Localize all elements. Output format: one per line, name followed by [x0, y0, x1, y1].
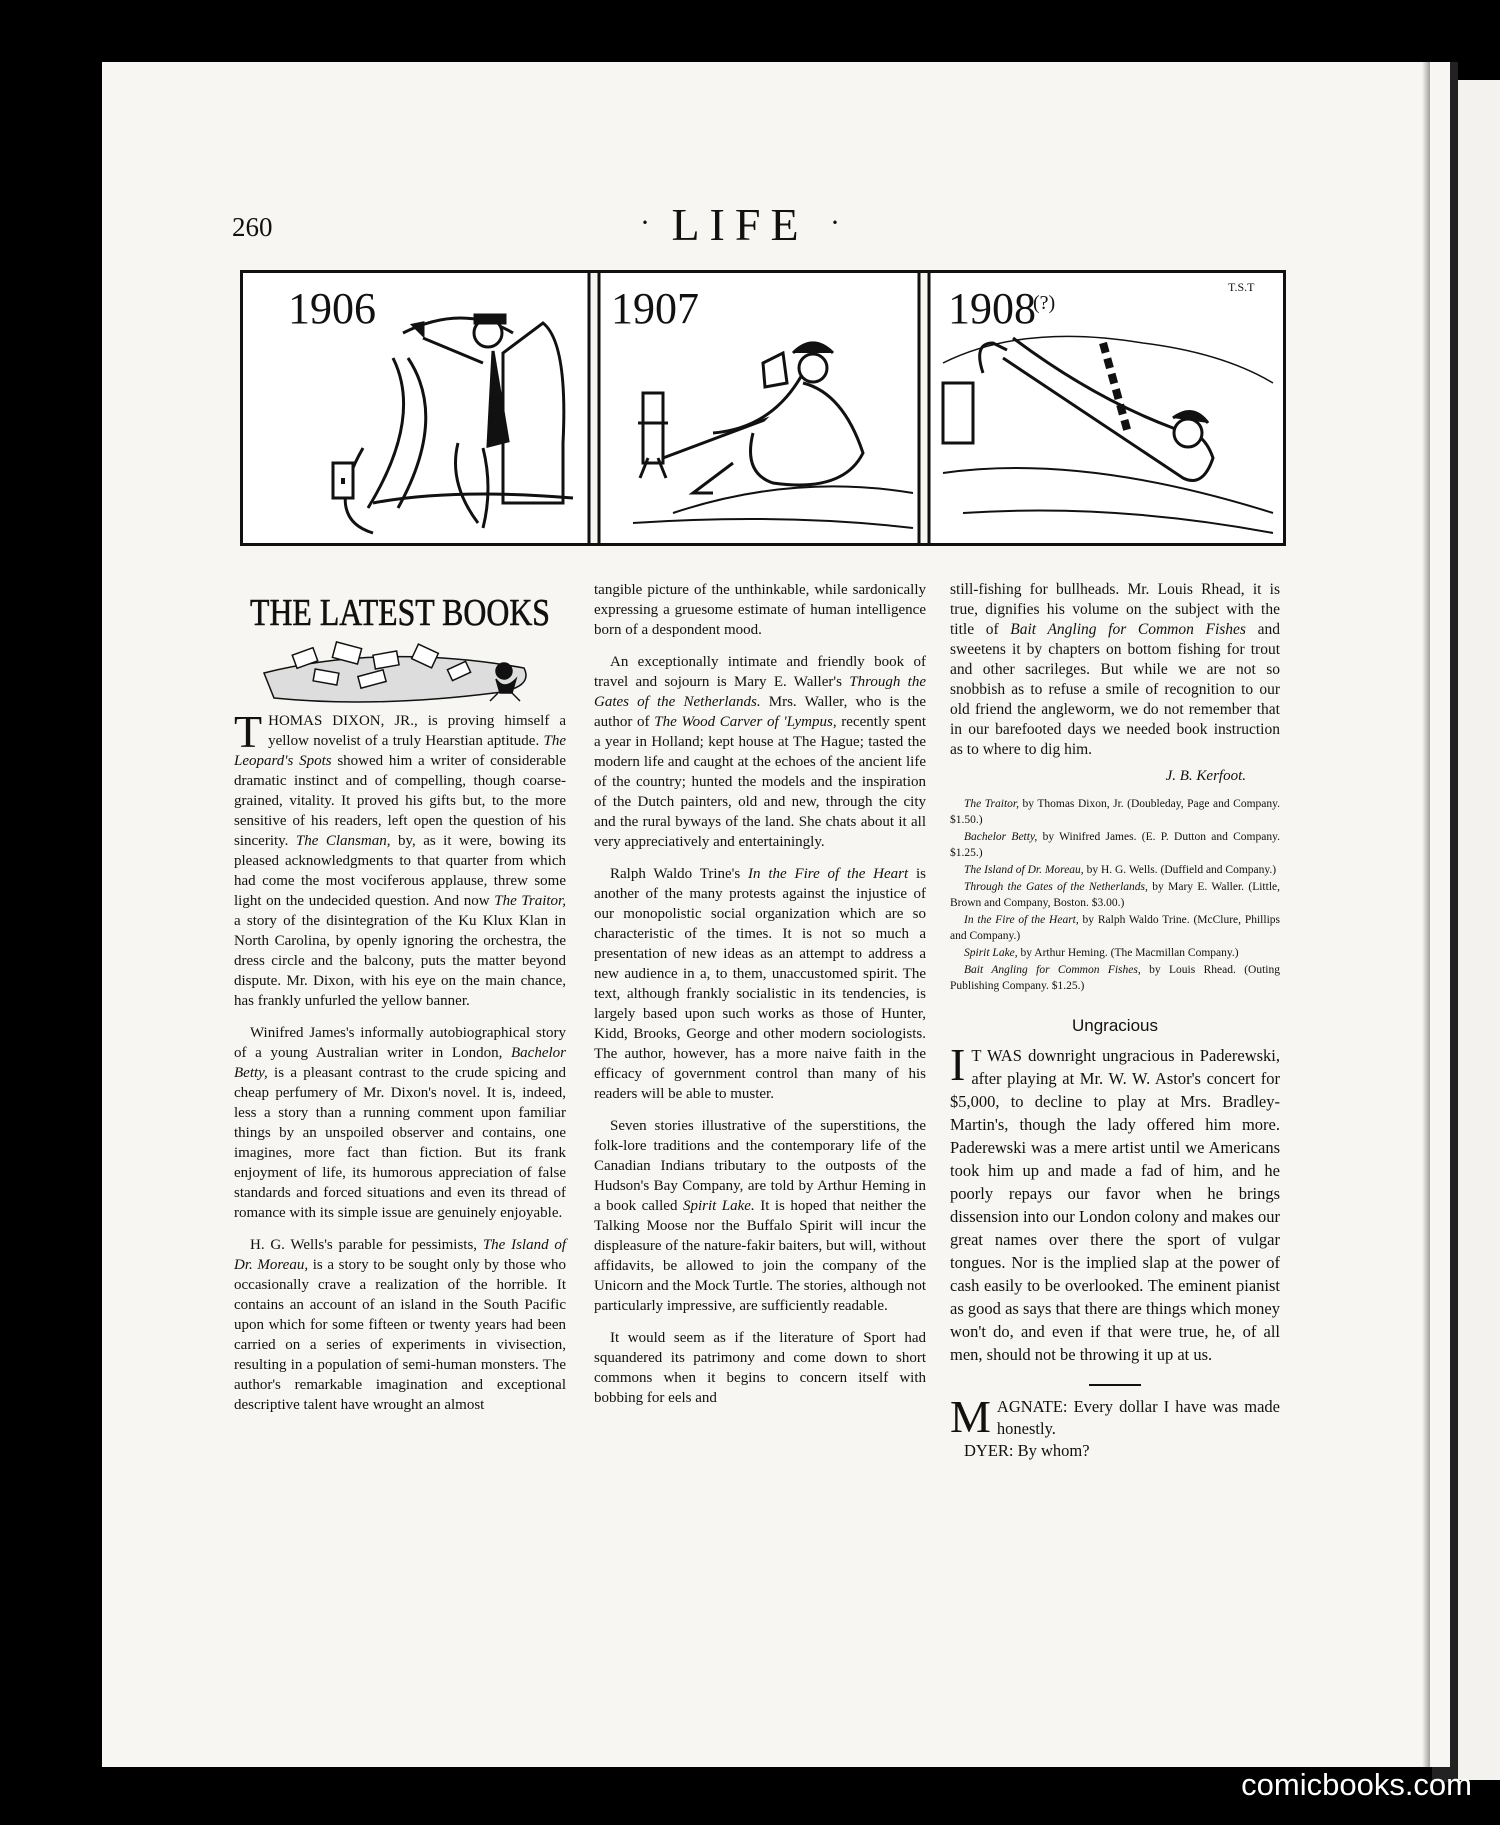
book-title: In the Fire of the Heart: [748, 866, 909, 882]
book-title: The Wood Carver of 'Lympus,: [654, 714, 837, 730]
text-run: by, as it were, bowing its pleased acknowledgments to that quarter from which had come the most vociferous applause, threw some light on the undecided question. And now: [234, 833, 567, 909]
magnate-line: Every dollar I have was made honestly.: [996, 1397, 1280, 1438]
author-name: HOMAS DIXON, JR.: [268, 713, 414, 729]
adjacent-page-edge: [1458, 80, 1500, 1780]
reference-item: [950, 912, 1280, 944]
speaker-magnate: AGNATE:: [996, 1397, 1068, 1416]
book-title: Through the Gates of the Netherlands.: [594, 674, 926, 710]
scattered-books-drawing: [264, 642, 526, 702]
waller-review: [594, 652, 926, 852]
artist-signature: T.S.T: [1228, 280, 1255, 294]
text-run: recently spent a year in Holland; kept house at The Hague; tasted the modern life and caught at the echoes of the ancient life of the country; hunted the models and the inspiration of the Dutch painters, old and new, through the city and the rural byways of the land. She chats about it all very appreciatively and entertainingly.: [594, 714, 926, 850]
book-title: Bachelor Betty,: [234, 1045, 566, 1081]
dyer-line: By whom?: [1013, 1441, 1090, 1460]
text-run: An exceptionally intimate and friendly book of travel and sojourn is Mary E. Waller's: [594, 654, 926, 690]
dropcap-t: T: [234, 706, 263, 757]
masthead-title: LIFE: [671, 199, 809, 250]
heming-review: [594, 1116, 926, 1316]
reviewer-signature: J. B. Kerfoot.: [1165, 768, 1246, 784]
book-title: The Clansman,: [295, 833, 391, 849]
column-3: [950, 580, 1280, 1462]
comic-strip: [240, 270, 1286, 546]
masthead-dot-left: ·: [639, 206, 650, 239]
text-run: Mrs. Waller, who is the author of: [594, 694, 926, 730]
book-title: Spirit Lake.: [682, 1198, 755, 1214]
page-number: 260: [232, 212, 273, 242]
watermark: comicbooks.com: [1241, 1767, 1472, 1802]
text-run: a story of the disintegration of the Ku Klux Klan in North Carolina, by openly ignoring the orchestra, the dress circle and the balcony, puts the matter beyond dispute. Mr. Dixon, with his eye on the main chance, has frankly unfurled the yellow banner.: [234, 913, 566, 1009]
text-run: is a story to be sought only by those who occasionally crave a realization of the horrible. It contains an account of an island in the South Pacific upon which for some fifteen or twenty years had been carried on a series of experiments in vivisection, resulting in a population of semi-human monsters. The author's remarkable imagination and exceptional descriptive talent have wrought an almost: [234, 1257, 566, 1413]
ref-details: by Ralph Waldo Trine. (McClure, Phillips and Company.): [950, 914, 1280, 942]
text-run: Winifred James's informally autobiographical story of a young Australian writer in London,: [234, 1025, 566, 1061]
ref-title: Bachelor Betty,: [964, 831, 1038, 843]
text-run: showed him a writer of considerable dramatic instinct and of compelling, though coarse-grained, vitality. It proved his gifts but, to the more sensitive of his readers, left open the question of his sincerity.: [234, 753, 566, 849]
divider-rule: [1089, 1384, 1141, 1386]
ref-title: Through the Gates of the Netherlands,: [964, 881, 1148, 893]
ungracious-heading: Ungracious: [1072, 1016, 1158, 1035]
book-title: The Leopard's Spots: [234, 733, 566, 769]
text-run: It is hoped that neither the Talking Moose nor the Buffalo Spirit will incur the displeasure of the nature-fakir baiters, but will, without affidavits, be allowed to join the company of the Unicorn and the Mock Turtle. The stories, although not particularly impressive, are sufficiently readable.: [594, 1198, 926, 1314]
sport-review: It would seem as if the literature of Sport had squandered its patrimony and come down to short commons when it begins to concern itself with bobbing for eels and: [594, 1330, 926, 1406]
ref-details: by Mary E. Waller. (Little, Brown and Company, Boston. $3.00.): [950, 881, 1280, 909]
masthead-dot-right: ·: [830, 206, 841, 239]
panel3-year: 1908: [948, 284, 1036, 333]
text-run: is a pleasant contrast to the crude spicing and cheap perfumery of Mr. Dixon's novel. It is, indeed, less a story than a running comment upon familiar things by an unspoiled observer and contains, one imagines, more fact than fiction. But its frank enjoyment of life, its humorous appreciation of false standards and forced situations and even its thread of romance with its simple issue are genuinely enjoyable.: [234, 1065, 566, 1221]
book-references: [950, 796, 1280, 994]
panel3-drawing: [943, 336, 1273, 533]
panel2-year: 1907: [611, 284, 699, 333]
panel1-drawing: [333, 315, 573, 533]
text-run: and sweetens it by chapters on bottom fishing for trout and other sacrileges. But while we are not so snobbish as to refuse a smile of recognition to our old friend the angleworm, we do not remember that in our barefooted days we needed book instruction as to where to dig him.: [950, 621, 1280, 758]
text-run: , is proving himself a yellow novelist of a truly Hearstian aptitude.: [268, 713, 566, 749]
reference-item: [950, 829, 1280, 861]
ref-title: The Island of Dr. Moreau,: [964, 864, 1084, 876]
wells-review: [234, 1235, 566, 1415]
ref-details: by Winifred James. (E. P. Dutton and Company. $1.25.): [950, 831, 1280, 859]
latest-books-header-art: [234, 583, 566, 703]
speaker-dyer: DYER:: [964, 1441, 1014, 1460]
trine-review: [594, 864, 926, 1104]
text-run: H. G. Wells's parable for pessimists,: [250, 1237, 483, 1253]
ref-title: Bait Angling for Common Fishes,: [964, 964, 1141, 976]
text-run: downright ungracious in Paderewski, after playing at Mr. W. W. Astor's concert for $5,000, to decline to play at Mrs. Bradley-Martin's, though the lady offered him more. Paderewski was a mere artist until we Americans took him up and made a fad of him, and he poorly repays our favor when he brings dissension into our London colony and makes our great names over there the sport of vulgar tongues. Nor is the implied slap at the power of cash easily to be overlooked. The eminent pianist as good as says that there are things which money won't do, and even if that were true, he, of all men, should not be throwing it up at us.: [950, 1046, 1280, 1364]
reference-item: [950, 879, 1280, 911]
dixon-review: [234, 706, 567, 1011]
book-title: The Traitor,: [494, 893, 566, 909]
ref-details: by Thomas Dixon, Jr. (Doubleday, Page and Company. $1.50.): [950, 798, 1280, 826]
ref-title: In the Fire of the Heart,: [964, 914, 1079, 926]
ref-title: Spirit Lake,: [964, 947, 1018, 959]
page-shadow: [1422, 62, 1430, 1767]
panel3-note: (?): [1033, 292, 1056, 314]
text-run: Ralph Waldo Trine's: [610, 866, 749, 882]
section-title: THE LATEST BOOKS: [250, 592, 550, 634]
text-run: still-fishing for bullheads. Mr. Louis Rhead, it is true, dignifies his volume on the subject with the title of: [950, 581, 1280, 638]
panel2-drawing: [633, 343, 913, 528]
text-run: is another of the many protests against the injustice of our monopolistic social organization which are so characteristic of the times. It is not so much a presentation of new ideas as an attempt to address a new audience in a, to them, unaccustomed spirit. The text, although frankly socialistic in its tendencies, is largely based upon such works as those of Hunter, Kidd, Brooks, George and other modern sociologists. The author, however, has a more naive faith in the efficacy of government control than many of his readers will be able to muster.: [594, 866, 926, 1102]
ref-details: by H. G. Wells. (Duffield and Company.): [1083, 864, 1277, 876]
lead-words: T WAS: [971, 1046, 1022, 1065]
ref-title: The Traitor,: [964, 798, 1019, 810]
wells-review-cont: tangible picture of the unthinkable, while sardonically expressing a gruesome estimate of human intelligence born of a despondent mood.: [594, 582, 926, 638]
dropcap-m: M: [950, 1391, 991, 1442]
reference-item: [950, 862, 1280, 878]
book-title: Bait Angling for Common Fishes: [1010, 621, 1246, 638]
dropcap-i: I: [950, 1039, 966, 1090]
ref-details: by Arthur Heming. (The Macmillan Company.): [1017, 947, 1239, 959]
column-1: [234, 583, 566, 1427]
rhead-review: [950, 580, 1280, 760]
text-run: Seven stories illustrative of the superstitions, the folk-lore traditions and the contemporary life of the Canadian Indians tributary to the outposts of the Hudson's Bay Company, are told by Arthur Heming in a book called: [594, 1118, 926, 1214]
column-2: [594, 580, 926, 1420]
reference-item: [950, 962, 1280, 994]
james-review: [234, 1023, 566, 1223]
panel1-year: 1906: [288, 284, 376, 333]
masthead: [600, 198, 880, 251]
reference-item: [950, 945, 1280, 961]
book-title: The Island of Dr. Moreau,: [234, 1237, 566, 1273]
ref-details: by Louis Rhead. (Outing Publishing Company. $1.25.): [950, 964, 1280, 992]
dyer-line-wrap: [950, 1440, 1280, 1462]
ungracious-article: [950, 1039, 1280, 1366]
comic-illustration: [243, 273, 1283, 543]
reference-item: [950, 796, 1280, 828]
magnate-joke: [950, 1391, 1280, 1462]
